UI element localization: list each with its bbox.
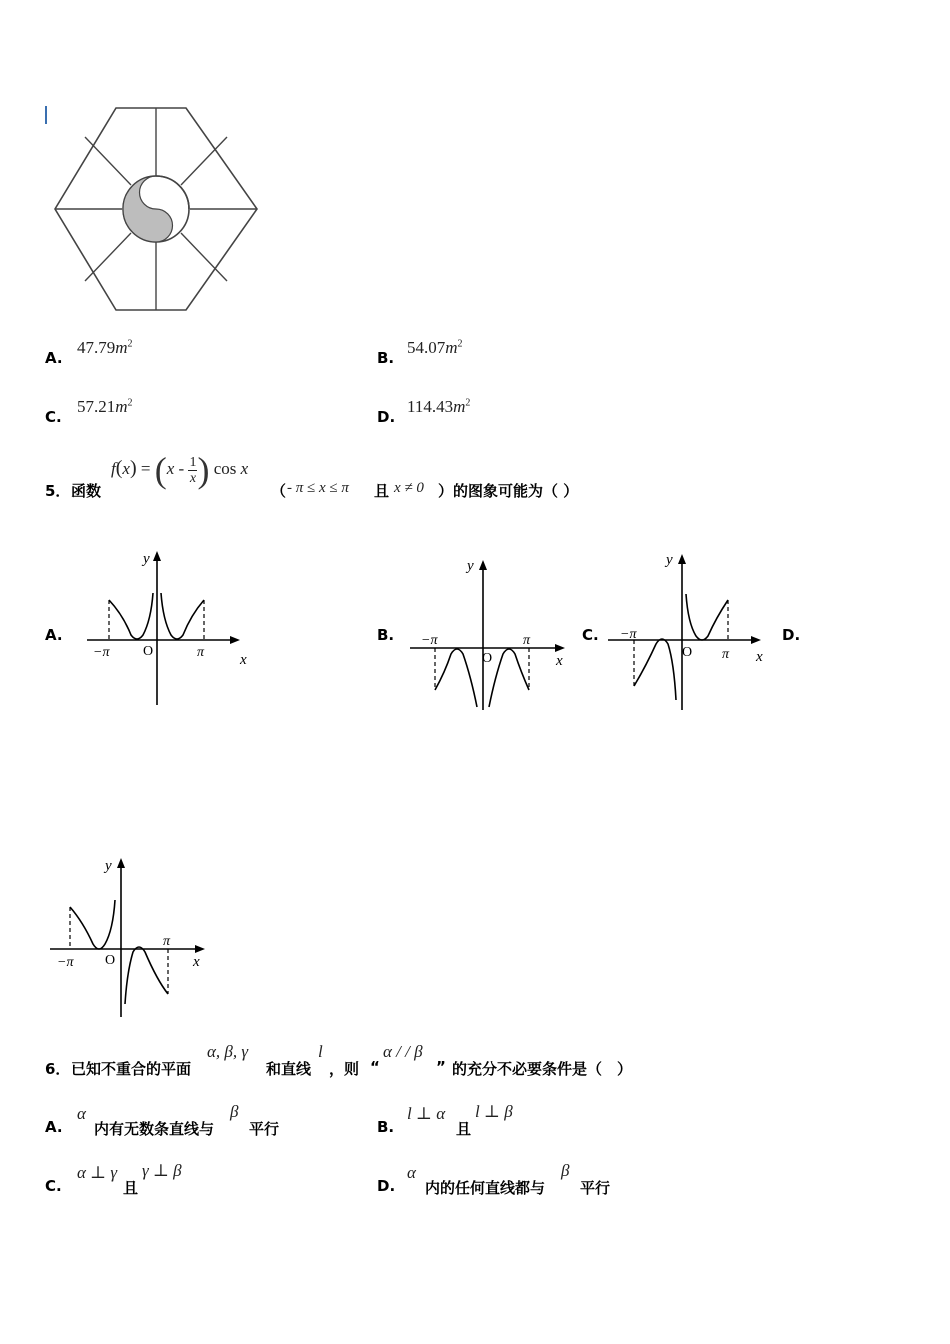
question-number: 6． [45,1060,71,1078]
y-axis-arrow [479,560,487,570]
q5-option-a-label[interactable]: A. [45,626,63,644]
y-label: y [143,551,150,567]
question-tail: ）的图象可能为（ ） [438,482,579,500]
option-value: $47.79m^2$ [77,338,133,357]
option-symbol-1: α [407,1163,416,1182]
option-value: $57.21m^2$ [77,397,133,416]
curve-left [435,649,477,707]
q6-option-c[interactable] [45,1161,365,1197]
curve-right [161,593,204,639]
option-label: B. [377,349,395,367]
origin-label: O [682,645,693,660]
x-axis-arrow [751,636,761,644]
domain-and: 且 [374,482,390,500]
option-symbol-1: α [77,1104,86,1123]
octagon-taiji-figure [40,100,270,320]
option-text-1: 且 [456,1120,472,1138]
q6-option-a[interactable] [45,1102,365,1138]
x-label: x [240,652,247,668]
x-label: x [556,653,563,669]
option-symbol-2: l ⊥ β [475,1102,513,1121]
q5-graph-d[interactable] [45,852,220,1020]
q6-stem [45,1042,925,1078]
y-label: y [666,552,673,568]
curve-left [634,639,676,700]
option-value: $54.07m^2$ [407,338,463,357]
option-symbol-1: α ⊥ γ [77,1163,118,1182]
option-text-1: 且 [123,1179,139,1197]
pi-label: π [163,934,171,949]
origin-label: O [105,953,116,968]
neg-pi-label: −π [620,627,637,642]
curve-left [70,900,115,949]
option-label: B. [377,1118,395,1136]
q5-option-b-label[interactable]: B. [377,626,395,644]
y-axis-arrow [153,551,161,561]
option-label: C. [45,1177,62,1195]
q6-option-d[interactable] [377,1161,697,1197]
option-text-2: 平行 [249,1120,280,1138]
planes-symbols: α, β, γ [207,1042,249,1061]
function-formula: f(x) = (x - $\frac{1}{x}$ ) cos x [111,450,249,490]
q6-option-b[interactable] [377,1102,697,1138]
line-symbol: l [318,1042,323,1061]
question-number: 5． [45,482,71,500]
neg-pi-label: −π [93,645,110,660]
y-label: y [105,858,112,874]
q5-stem [45,452,925,504]
q5-option-c-label[interactable]: C. [582,626,599,644]
option-symbol-2: β [561,1161,570,1180]
domain-condition-2: x ≠ 0 [394,480,424,496]
option-symbol-2: β [230,1102,239,1121]
origin-label: O [143,644,154,659]
q5-graph-b[interactable] [405,552,575,717]
option-text-2: 平行 [580,1179,611,1197]
y-label: y [467,558,474,574]
pi-label: π [197,645,205,660]
question-mid: 和直线 [266,1060,312,1078]
curve-right [125,947,168,1004]
option-text-1: 内有无数条直线与 [94,1120,215,1138]
option-symbol-2: γ ⊥ β [142,1161,182,1180]
option-text-1: 内的任何直线都与 [425,1179,546,1197]
quote-open: “ [370,1058,380,1076]
neg-pi-label: −π [57,955,74,970]
domain-condition: - π ≤ x ≤ π [287,480,349,496]
option-label: A. [45,349,63,367]
curve-left [109,593,153,639]
x-axis-arrow [195,945,205,953]
parallel-condition: α / / β [383,1042,423,1061]
option-label: C. [45,408,62,426]
x-label: x [193,954,200,970]
question-comma: ，则 [329,1060,360,1078]
option-label: A. [45,1118,63,1136]
x-axis-arrow [230,636,240,644]
domain-open: （ [271,482,287,500]
y-axis-arrow [117,858,125,868]
x-label: x [756,649,763,665]
origin-label: O [482,651,493,666]
quote-close: ” [436,1058,446,1076]
option-symbol-1: l ⊥ α [407,1104,446,1123]
question-tail: 的充分不必要条件是（ ） [452,1060,633,1078]
pi-label: π [523,633,531,648]
option-value: $114.43m^2$ [407,397,471,416]
y-axis-arrow [678,554,686,564]
pi-label: π [722,647,730,662]
neg-pi-label: −π [421,633,438,648]
question-lead: 已知不重合的平面 [71,1060,192,1078]
option-label: D. [377,408,396,426]
q5-graph-a[interactable] [85,545,260,715]
option-label: D. [377,1177,396,1195]
curve-right [686,594,728,640]
q5-graph-c[interactable] [606,548,776,716]
x-axis-arrow [555,644,565,652]
question-lead: 函数 [71,482,102,500]
q5-option-d-label[interactable]: D. [782,626,801,644]
curve-right [489,649,529,707]
